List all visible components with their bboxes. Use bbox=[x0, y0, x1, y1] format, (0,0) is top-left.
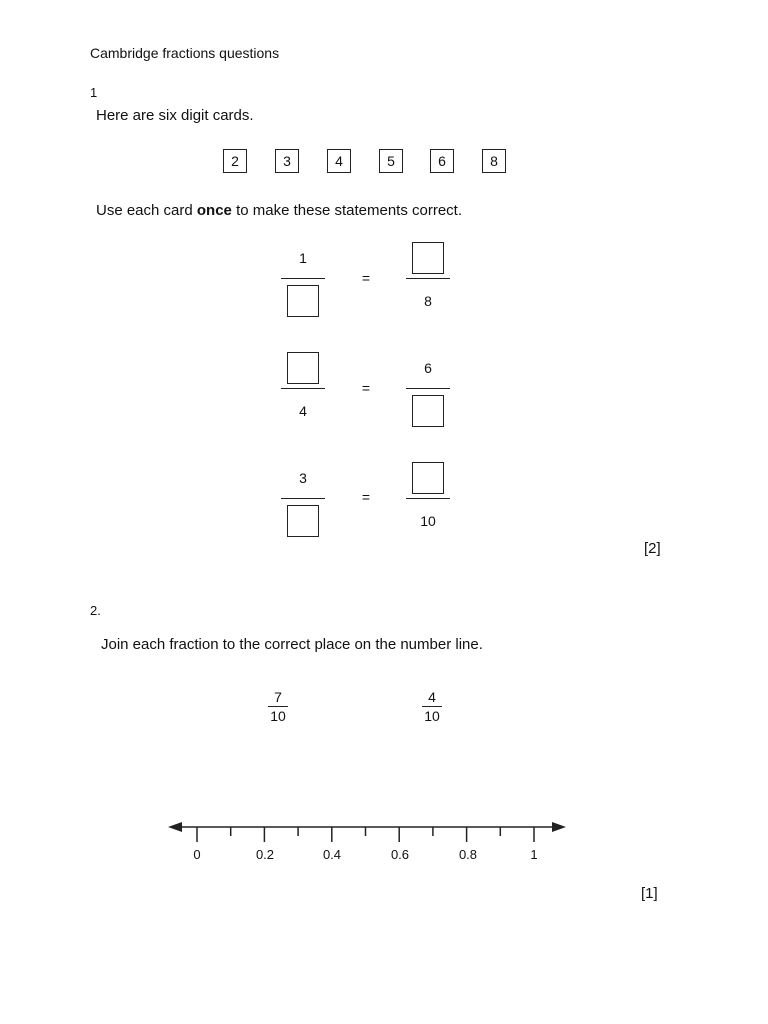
answer-box[interactable] bbox=[412, 395, 444, 427]
tick-label-0-8: 0.8 bbox=[458, 847, 478, 862]
fraction-bar bbox=[422, 706, 442, 707]
digit-card: 6 bbox=[430, 149, 454, 173]
numerator-blank[interactable] bbox=[281, 350, 325, 386]
fraction-left-3 bbox=[281, 460, 325, 540]
answer-box[interactable] bbox=[287, 352, 319, 384]
fraction-right-1 bbox=[406, 240, 450, 320]
denominator-blank[interactable] bbox=[281, 283, 325, 319]
answer-box[interactable] bbox=[287, 505, 319, 537]
fraction-four-tenths[interactable] bbox=[420, 689, 444, 724]
digit-card: 4 bbox=[327, 149, 351, 173]
tick-label-1: 1 bbox=[530, 847, 538, 862]
question-1-instruction: Use each card once to make these statements correct. bbox=[96, 202, 463, 219]
answer-box[interactable] bbox=[412, 462, 444, 494]
fraction-bar bbox=[281, 388, 325, 389]
denominator: 10 bbox=[424, 708, 440, 724]
numerator: 3 bbox=[299, 470, 307, 486]
denominator: 10 bbox=[420, 513, 436, 529]
fraction-bar bbox=[268, 706, 288, 707]
digit-card: 3 bbox=[275, 149, 299, 173]
denominator: 10 bbox=[270, 708, 286, 724]
question-1-prompt: Here are six digit cards. bbox=[96, 107, 254, 124]
fraction-right-3 bbox=[406, 460, 450, 540]
equals-sign: = bbox=[361, 489, 371, 505]
tick-label-0-4: 0.4 bbox=[322, 847, 342, 862]
tick-label-0: 0 bbox=[193, 847, 201, 862]
numerator-blank[interactable] bbox=[406, 240, 450, 276]
numerator: 1 bbox=[299, 250, 307, 266]
denominator-blank[interactable] bbox=[281, 503, 325, 539]
left-arrow-icon bbox=[168, 822, 182, 832]
numerator: 6 bbox=[424, 360, 432, 376]
answer-box[interactable] bbox=[412, 242, 444, 274]
fraction-bar bbox=[281, 278, 325, 279]
tick-label-0-2: 0.2 bbox=[255, 847, 275, 862]
answer-box[interactable] bbox=[287, 285, 319, 317]
equals-sign: = bbox=[361, 380, 371, 396]
document-title: Cambridge fractions questions bbox=[90, 45, 280, 61]
equals-sign: = bbox=[361, 270, 371, 286]
fraction-seven-tenths[interactable] bbox=[266, 689, 290, 724]
denominator: 8 bbox=[424, 293, 432, 309]
fraction-bar bbox=[406, 278, 450, 279]
digit-card: 2 bbox=[223, 149, 247, 173]
denominator: 4 bbox=[299, 403, 307, 419]
fraction-bar bbox=[406, 498, 450, 499]
emphasis-once: once bbox=[196, 202, 232, 219]
question-2-prompt: Join each fraction to the correct place on the number line. bbox=[101, 636, 483, 653]
numerator: 7 bbox=[274, 689, 282, 705]
fraction-left-1 bbox=[281, 240, 325, 320]
question-1-marks: [2] bbox=[644, 540, 661, 557]
numerator: 4 bbox=[428, 689, 436, 705]
tick-label-0-6: 0.6 bbox=[390, 847, 410, 862]
fraction-bar bbox=[406, 388, 450, 389]
digit-card: 5 bbox=[379, 149, 403, 173]
fraction-bar bbox=[281, 498, 325, 499]
numerator-blank[interactable] bbox=[406, 460, 450, 496]
fraction-left-2 bbox=[281, 350, 325, 430]
right-arrow-icon bbox=[552, 822, 566, 832]
digit-card: 8 bbox=[482, 149, 506, 173]
question-2-number: 2. bbox=[90, 603, 101, 618]
question-2-marks: [1] bbox=[641, 885, 658, 902]
fraction-right-2 bbox=[406, 350, 450, 430]
question-1-number: 1 bbox=[90, 85, 98, 100]
denominator-blank[interactable] bbox=[406, 393, 450, 429]
number-line[interactable] bbox=[160, 814, 580, 844]
